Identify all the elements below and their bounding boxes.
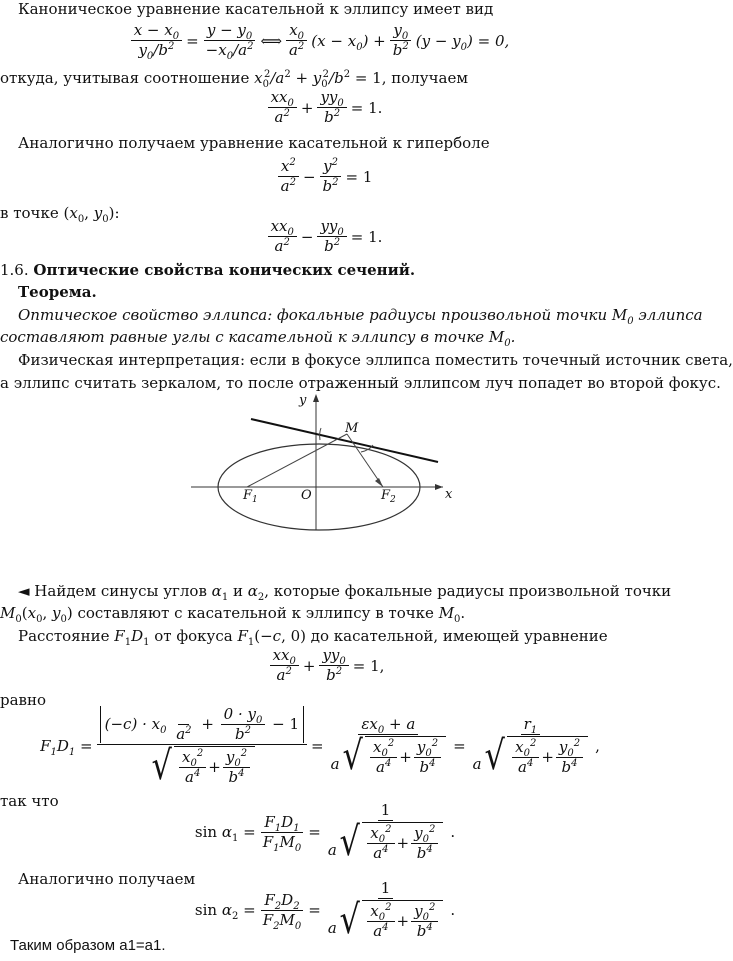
equation-sin-alpha1: $\sin \alpha_1$ = $\frac{F_1D_1}{F_1M_0}$ = 1 a √ $\frac{x_0^2}{a^4}$ + $\frac{y_0^2}{b^4}$ .: [194, 801, 456, 865]
y-axis-label: y: [299, 393, 307, 408]
text-line: так что: [0, 792, 59, 810]
text-line: Аналогично получаем уравнение касательной к гиперболе: [18, 134, 490, 152]
point-m-label: M: [345, 421, 359, 436]
equation-tangent-ellipse-final: $\frac{xx_0}{a^2}$ + $\frac{yy_0}{b^2}$ = 1.: [260, 89, 390, 126]
text-line: Физическая интерпретация: если в фокусе эллипса поместить точечный источник света,: [18, 351, 733, 369]
equation-distance-f1d1: $F_1D_1$ = $(-c) \cdot x_0$ $a^2$ + $\frac{0 \cdot y_0}{b^2}$ − 1 √ $\frac{x_0^2}{a^4}$ + $\frac{y_0^2}{b^4}$ = $\varepsilon x_0 + a$ a √ $\frac{x_0^2}{a^4}$ + $\frac{y_0^2}{b^4}$ = $r_1$ a √ $\frac{x_0^2}{a^4}$ + $\frac{y_0^2}{b^4}$ ,: [40, 705, 600, 789]
equation-sin-alpha2: $\sin \alpha_2$ = $\frac{F_2D_2}{F_2M_0}$ = 1 a √ $\frac{x_0^2}{a^4}$ + $\frac{y_0^2}{b^4}$ .: [194, 879, 456, 943]
ellipse-figure: [185, 390, 460, 535]
equation-tangent-again: $\frac{xx_0}{a^2}$ + $\frac{yy_0}{b^2}$ = 1,: [262, 647, 392, 684]
focal-radius-2: [347, 434, 383, 487]
focus-f1-label: $F_1$: [243, 488, 258, 505]
text-line: ◄ Найдем синусы углов $\alpha_1$ и $\alpha_2$, которые фокальные радиусы произвольной точки: [18, 582, 672, 603]
x-axis-label: x: [445, 487, 453, 502]
text-line: в точке ($x_0$, $y_0$):: [0, 204, 120, 225]
text-line: равно: [0, 691, 47, 709]
text-line: Расстояние $F_1D_1$ от фокуса $F_1(-c$, 0) до касательной, имеющей уравнение: [18, 627, 608, 648]
text-line: а эллипс считать зеркалом, то после отраженный эллипсом луч попадет во второй фокус.: [0, 374, 721, 392]
equation-hyperbola: $\frac{x^2}{a^2}$ − $\frac{y^2}{b^2}$ = 1: [265, 158, 385, 195]
equation-tangent-ellipse: $\frac{x - x_0}{y_0/b^2}$ = $\frac{y - y_0}{-x_0/a^2}$ ⟺ $\frac{x_0}{a^2}$ $(x - x_0)$ + $\frac{y_0}{b^2}$ $(y - y_0) = 0$,: [130, 22, 510, 59]
theorem-text: составляют равные углы с касательной к эллипсу в точке $M_0$.: [0, 328, 516, 349]
focus-f2-label: $F_2$: [381, 488, 396, 505]
section-heading: 1.6. Оптические свойства конических сечений.: [0, 261, 416, 279]
text-line: $M_0(x_0$, $y_0$) составляют с касательной к эллипсу в точке $M_0$.: [0, 604, 466, 625]
origin-label: O: [301, 488, 312, 503]
equation-tangent-hyperbola: $\frac{xx_0}{a^2}$ − $\frac{yy_0}{b^2}$ = 1.: [260, 218, 390, 255]
conclusion-text: Таким образом a1=a1.: [10, 937, 166, 954]
text-line: откуда, учитывая соотношение $x_0^2/a^2 + y_0^2/b^2 = 1$, получаем: [0, 69, 469, 90]
theorem-heading: Теорема.: [18, 283, 97, 301]
text-line: Аналогично получаем: [18, 870, 196, 888]
theorem-text: Оптическое свойство эллипса: фокальные радиусы произвольной точки $M_0$ эллипса: [18, 306, 703, 327]
text-line: Каноническое уравнение касательной к эллипсу имеет вид: [18, 0, 494, 18]
focal-radius-1: [247, 434, 347, 487]
